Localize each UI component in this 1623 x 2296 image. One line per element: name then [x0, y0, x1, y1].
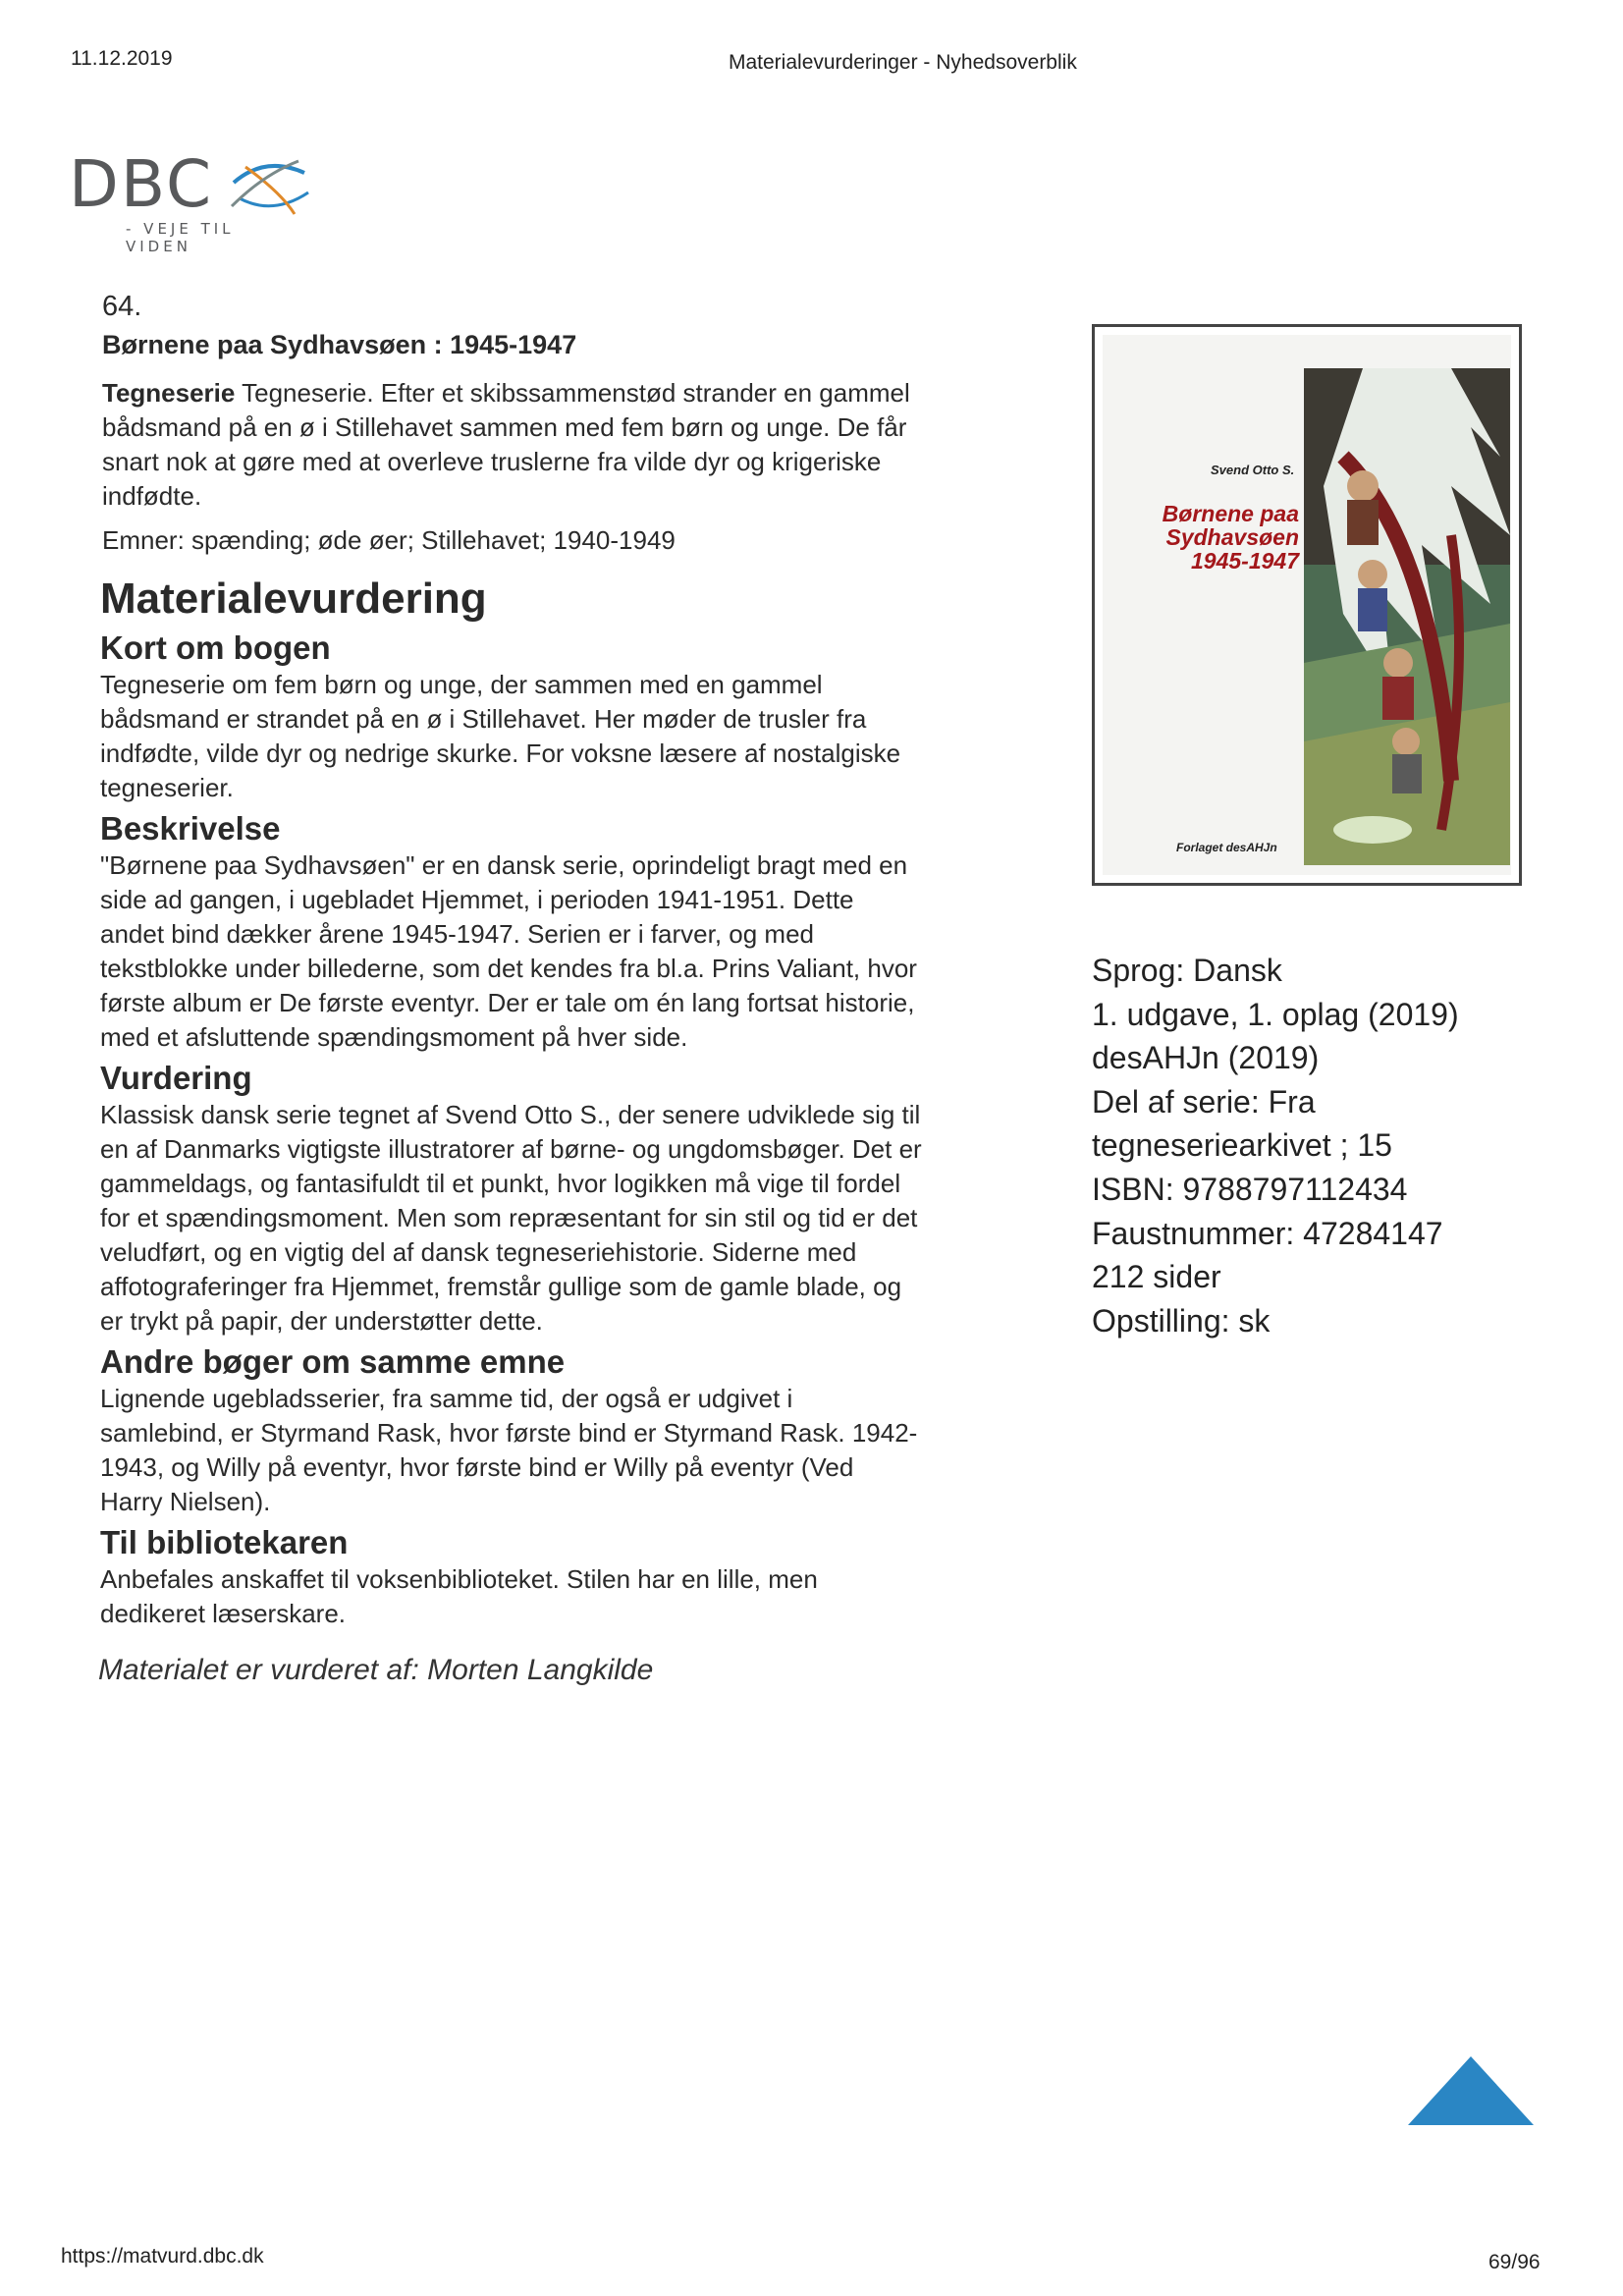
review-heading: Materialevurdering — [100, 574, 487, 623]
dbc-swirl-logo-icon — [226, 153, 314, 218]
section-text-andre-boger: Lignende ugebladsserier, fra samme tid, der også er udgivet i samlebind, er Styrmand Rask, hvor første bind er Styrmand Rask. 1942-1943, og Willy på eventyr, hvor første bind er Willy på eventyr (Ved Harry Nielsen). — [100, 1384, 918, 1516]
section-heading-vurdering: Vurdering — [100, 1060, 252, 1096]
cover-title — [1152, 502, 1299, 573]
detail-language: Sprog: Dansk — [1092, 953, 1282, 988]
detail-series: Del af serie: Fra — [1092, 1083, 1316, 1120]
detail-publisher: desAHJn (2019) — [1092, 1040, 1320, 1076]
entry-summary — [102, 376, 923, 514]
section-text-til-bibliotekaren: Anbefales anskaffet til voksenbiblioteket. Stilen har en lille, men dedikeret læserskare. — [100, 1564, 818, 1628]
entry-type-label: Tegneserie — [102, 378, 236, 408]
section-text-kort-om-bogen: Tegneserie om fem børn og unge, der sammen med en gammel bådsmand er strandet på en ø i Stillehavet. Her møder de trusler fra indfødte, vilde dyr og nedrige skurke. For voksne læsere af nostalgiske tegneserier. — [100, 670, 901, 802]
entry-title: Børnene paa Sydhavsøen : 1945-1947 — [102, 330, 577, 359]
detail-isbn: ISBN: 9788797112434 — [1092, 1171, 1408, 1207]
print-date: 11.12.2019 — [71, 47, 173, 70]
entry-number: 64. — [102, 291, 142, 322]
detail-edition: 1. udgave, 1. oplag (2019) — [1092, 996, 1459, 1032]
cover-illustration-icon — [1304, 368, 1510, 865]
detail-pages: 212 sider — [1092, 1259, 1221, 1295]
cover-publisher: Forlaget desAHJn — [1176, 841, 1277, 854]
detail-faustnummer: Faustnummer: 47284147 — [1092, 1215, 1443, 1251]
entry-subjects: Emner: spænding; øde øer; Stillehavet; 1940-1949 — [102, 525, 676, 555]
review-main — [98, 287, 923, 1687]
section-text-beskrivelse: "Børnene paa Sydhavsøen" er en dansk serie, oprindeligt bragt med en side ad gangen, i ugebladet Hjemmet, i perioden 1941-1951. Dette andet bind dækker årene 1945-1947. Serien er i farver, og med tekstblokke under billederne, som det kendes fra bl.a. Prins Valiant, hvor første album er De første eventyr. Der er tale om én lang fortsat historie, med et afsluttende spændingsmoment på hver side. — [100, 850, 917, 1052]
book-cover — [1092, 324, 1522, 886]
print-header-title: Materialevurderinger - Nyhedsoverblik — [729, 51, 1077, 74]
footer-url[interactable]: https://matvurd.dbc.dk — [61, 2245, 264, 2268]
back-to-top-triangle-up-icon[interactable] — [1406, 2054, 1536, 2127]
section-heading-til-bibliotekaren: Til bibliotekaren — [100, 1524, 349, 1560]
assessor-credit: Materialet er vurderet af: Morten Langkilde — [98, 1654, 654, 1686]
section-heading-andre-boger: Andre bøger om samme emne — [100, 1343, 566, 1380]
cover-title-line: 1945-1947 — [1191, 548, 1299, 574]
detail-series-cont: tegneseriearkivet ; 15 — [1092, 1127, 1392, 1164]
section-text-vurdering: Klassisk dansk serie tegnet af Svend Otto S., der senere udviklede sig til en af Danmarks vigtigste illustratorer af børne- og ungdomsbøger. Det er gammeldags, og fantasifuldt til et punkt, hvor logikken må vige til fordel for et spændingsmoment. Men som repræsentant for sin stil og tid er det veludført, og en vigtig del af dansk tegneseriehistorie. Siderne med affotograferinger fra Hjemmet, fremstår gullige som de gamle blade, og er trykt på papir, der understøtter dette. — [100, 1100, 922, 1336]
cover-author: Svend Otto S. — [1211, 463, 1295, 477]
entry-summary-text: Tegneserie. Efter et skibssammenstød strander en gammel bådsmand på en ø i Stillehavet sammen med fem børn og unge. De får snart nok at gøre med at overleve truslerne fra vilde dyr og krigeriske indfødte. — [102, 378, 910, 511]
logo-tagline: - VEJE TIL VIDEN — [126, 220, 235, 255]
cover-title-line: Sydhavsøen — [1165, 524, 1299, 550]
book-details — [1092, 949, 1459, 1342]
section-heading-kort-om-bogen: Kort om bogen — [100, 629, 331, 666]
logo-wordmark: DBC — [69, 146, 214, 222]
section-heading-beskrivelse: Beskrivelse — [100, 810, 281, 847]
dbc-logo[interactable] — [69, 146, 304, 255]
detail-shelving: Opstilling: sk — [1092, 1302, 1271, 1339]
cover-title-line: Børnene paa — [1162, 501, 1299, 526]
cover-surface — [1103, 335, 1511, 875]
footer-page-number: 69/96 — [1488, 2251, 1541, 2273]
